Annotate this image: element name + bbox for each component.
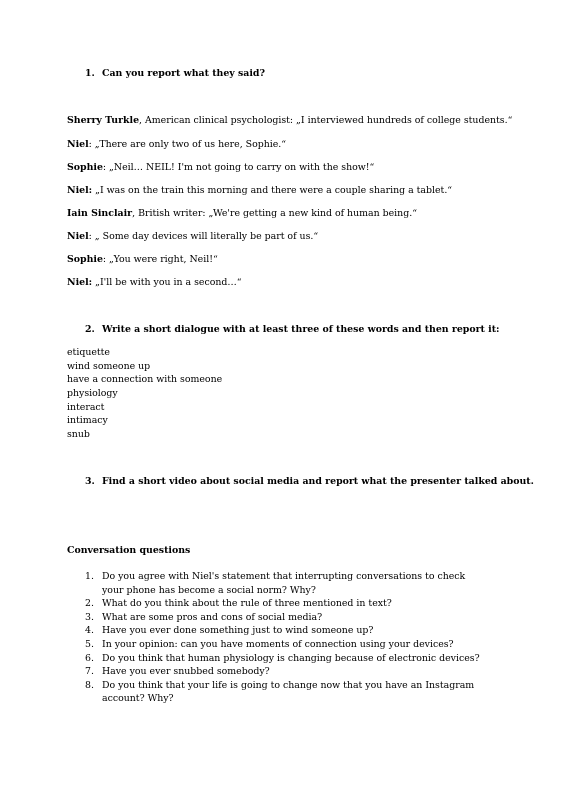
question-item (85, 570, 485, 597)
question-number: 3. (85, 611, 94, 623)
quote-text: „I was on the train this morning and there were a couple sharing a tablet.“ (92, 185, 453, 196)
quote-text: : „ Some day devices will literally be part of us.“ (88, 231, 319, 242)
question-number: 2. (85, 598, 94, 610)
quote-line (67, 139, 286, 150)
question-number: 7. (85, 666, 94, 678)
section-3-heading (85, 476, 534, 487)
quote-speaker: Sherry Turkle (67, 115, 140, 126)
question-text: What do you think about the rule of three mentioned in text? (102, 598, 392, 610)
section-1-title: Can you report what they said? (102, 68, 265, 79)
quote-text: : „You were right, Neil!“ (102, 254, 218, 265)
section-2-heading (85, 324, 499, 335)
quote-speaker: Iain Sinclair (67, 208, 133, 219)
question-item (85, 611, 485, 625)
quote-line (67, 185, 452, 196)
question-text: In your opinion: can you have moments of connection using your devices? (102, 638, 454, 650)
vocabulary-item: wind someone up (67, 360, 151, 372)
question-text: What are some pros and cons of social media? (102, 611, 323, 623)
quote-line (67, 208, 417, 219)
quote-line (67, 254, 218, 265)
question-text: Do you think that human physiology is changing because of electronic devices? (102, 652, 480, 664)
question-number: 1. (85, 571, 94, 582)
question-number: 4. (85, 625, 94, 637)
quote-speaker: Niel: (67, 277, 93, 288)
quote-speaker: Niel (67, 139, 89, 150)
conversation-questions (85, 570, 485, 706)
vocabulary-item: interact (67, 401, 105, 413)
question-text: Have you ever done something just to wind someone up? (102, 625, 374, 637)
quote-text: : „Neil… NEIL! I'm not going to carry on with the show!“ (102, 162, 375, 173)
quote-line (67, 162, 374, 173)
quote-speaker: Niel (67, 231, 89, 242)
vocabulary-item: etiquette (67, 347, 110, 358)
quote-text: „I'll be with you in a second…“ (92, 277, 242, 288)
question-number: 8. (85, 679, 94, 691)
section-3-title: Find a short video about social media and report what the presenter talked about. (102, 476, 534, 487)
question-number: 6. (85, 652, 94, 664)
vocabulary-item: physiology (67, 388, 118, 400)
vocabulary-list (67, 346, 222, 442)
question-item (85, 665, 485, 679)
vocabulary-item: snub (67, 429, 90, 441)
quote-speaker: Niel: (67, 185, 93, 196)
question-text: Do you think that your life is going to change now that you have an Instagram account? Why? (102, 679, 475, 705)
section-2-number: 2. (85, 324, 95, 335)
question-item (85, 597, 485, 611)
question-item (85, 624, 485, 638)
quote-text: , British writer: „We're getting a new kind of human being.“ (132, 208, 417, 219)
vocabulary-item: have a connection with someone (67, 374, 223, 386)
question-text: Have you ever snubbed somebody? (102, 666, 270, 678)
quote-line (67, 115, 512, 126)
question-item (85, 638, 485, 652)
question-number: 5. (85, 638, 94, 650)
quote-speaker: Sophie (67, 254, 103, 265)
section-1-number: 1. (85, 68, 95, 79)
conversation-title: Conversation questions (67, 545, 191, 556)
question-item (85, 679, 485, 706)
quote-text: : „There are only two of us here, Sophie.“ (88, 139, 287, 150)
vocabulary-item: intimacy (67, 415, 108, 427)
section-3-number: 3. (85, 476, 95, 487)
section-1-heading (85, 68, 265, 79)
quote-text: , American clinical psychologist: „I interviewed hundreds of college students.“ (139, 115, 513, 126)
question-text: Do you agree with Niel's statement that interrupting conversations to check your phone has become a social norm? Why? (102, 571, 466, 596)
section-2-title: Write a short dialogue with at least three of these words and then report it: (102, 324, 500, 335)
quote-line (67, 231, 318, 242)
quote-speaker: Sophie (67, 162, 103, 173)
question-item (85, 652, 485, 666)
quote-line (67, 277, 242, 288)
